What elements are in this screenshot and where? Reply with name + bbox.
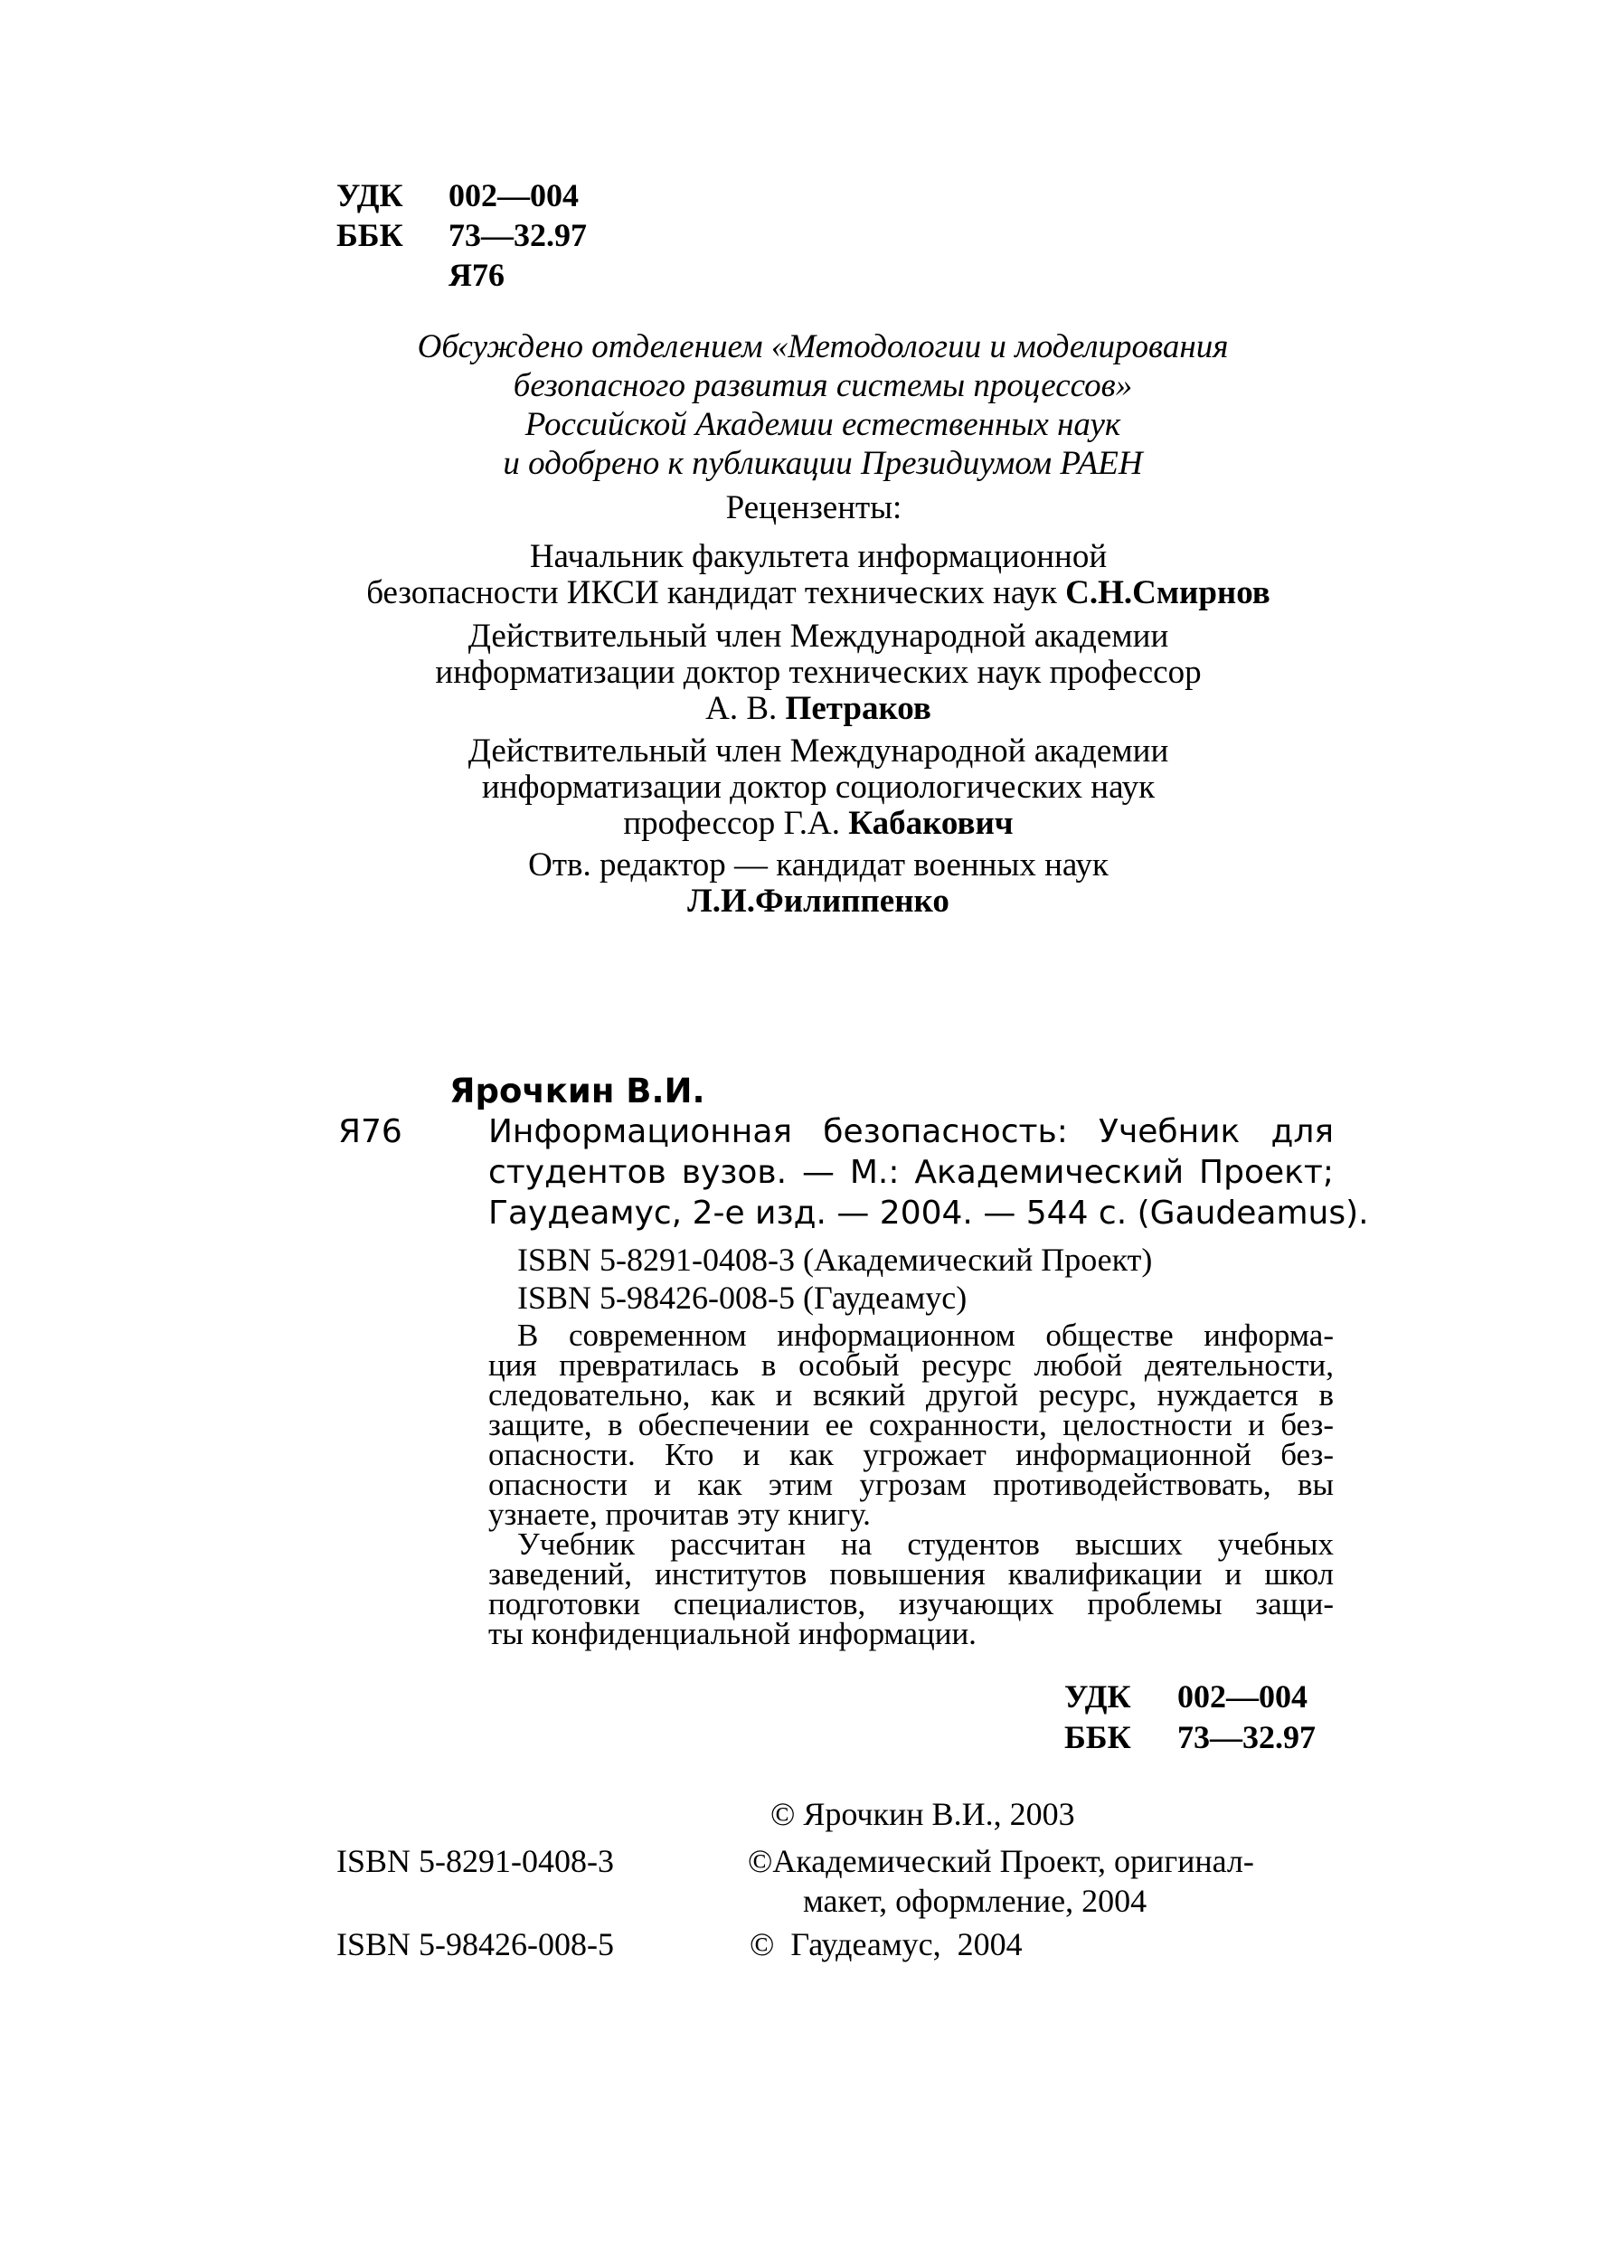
approval-line: Российской Академии естественных наук: [524, 406, 1121, 443]
bbk-value-top: 73—32.97: [448, 217, 587, 253]
reviewer-1-line2-text: безопасности ИКСИ кандидат технических наук: [366, 574, 1066, 611]
reviewer-2-line1: Действительный член Международной академии: [467, 618, 1169, 655]
reviewer-2-surname: Петраков: [785, 690, 931, 727]
reviewer-1-line2: [307, 575, 1329, 611]
entry-title-line: студентов вузов. — М.: Академический Проект;: [488, 1154, 1334, 1191]
entry-title-line: Гаудеамус, 2-е изд. — 2004. — 544 с. (Gaudeamus).: [488, 1195, 1369, 1232]
reviewer-1-line1: Начальник факультета информационной: [529, 538, 1108, 575]
copyright-author: © Ярочкин В.И., 2003: [770, 1796, 1075, 1832]
copyright-gaudeamus: © Гаудеамус, 2004: [750, 1926, 1023, 1962]
abstract-line: Учебник рассчитан на студентов высших учебных: [517, 1526, 1334, 1562]
approval-line: безопасного развития системы процессов»: [513, 367, 1133, 404]
editor-line1: Отв. редактор — кандидат военных наук: [528, 846, 1109, 884]
reviewer-2-initials: А. В.: [705, 690, 786, 727]
abstract-line: заведений, институтов повышения квалификации и школ: [488, 1556, 1334, 1592]
abstract-line: узнаете, прочитав эту книгу.: [488, 1497, 871, 1532]
entry-abstract: [488, 1320, 1334, 1649]
approval-line: и одобрено к публикации Президиумом РАЕН: [503, 445, 1143, 482]
reviewer-3-surname: Кабакович: [848, 805, 1014, 842]
approval-note: [326, 327, 1320, 483]
reviewer-2-line2: информатизации доктор технических наук профессор: [435, 654, 1202, 691]
udk-value-top: 002—004: [448, 177, 579, 213]
entry-title-line: Информационная безопасность: Учебник для: [488, 1113, 1334, 1150]
bbk-label-top: ББК: [336, 217, 403, 253]
reviewer-2: [307, 619, 1329, 727]
reviewer-3-line1: Действительный член Международной академии: [467, 732, 1169, 770]
copyright-publisher-line2: макет, оформление, 2004: [803, 1883, 1147, 1919]
abstract-line: ты конфиденциальной информации.: [488, 1616, 977, 1651]
reviewer-1: [307, 539, 1329, 611]
abstract-line: опасности. Кто и как угрожает информационной без-: [488, 1437, 1334, 1472]
entry-author: Ярочкин В.И.: [449, 1072, 705, 1110]
reviewer-3-line2: информатизации доктор социологических наук: [481, 769, 1156, 806]
isbn-copyright-2: ISBN 5-98426-008-5: [336, 1926, 614, 1962]
reviewer-3-line3: [307, 806, 1329, 842]
abstract-line: В современном информационном обществе информа-: [517, 1318, 1334, 1353]
reviewer-1-name: С.Н.Смирнов: [1065, 574, 1270, 611]
abstract-line: следовательно, как и всякий другой ресурс, нуждается в: [488, 1377, 1334, 1413]
reviewers-heading: Рецензенты:: [725, 489, 902, 526]
reviewer-3-line3-text: профессор Г.А.: [623, 805, 849, 842]
reviewer-2-line3: [307, 691, 1329, 727]
isbn-copyright-1: ISBN 5-8291-0408-3: [336, 1843, 614, 1879]
author-mark-top: Я76: [448, 257, 505, 293]
entry-isbn-2: ISBN 5-98426-008-5 (Гаудеамус): [517, 1280, 968, 1316]
editor-name: Л.И.Филиппенко: [687, 883, 949, 920]
udk-label-top: УДК: [336, 177, 403, 213]
approval-line: Обсуждено отделением «Методологии и моделирования: [417, 328, 1229, 365]
udk-label-bottom: УДК: [1064, 1678, 1131, 1715]
udk-value-bottom: 002—004: [1177, 1678, 1308, 1715]
abstract-line: опасности и как этим угрозам противодействовать, вы: [488, 1467, 1334, 1502]
entry-isbn-1: ISBN 5-8291-0408-3 (Академический Проект): [517, 1242, 1153, 1278]
abstract-line: ция превратилась в особый ресурс любой деятельности,: [488, 1347, 1334, 1383]
copyright-publisher-line1: ©Академический Проект, оригинал-: [748, 1843, 1254, 1879]
abstract-line: защите, в обеспечении ее сохранности, целостности и без-: [488, 1407, 1334, 1442]
reviewer-3: [307, 733, 1329, 842]
bbk-value-bottom: 73—32.97: [1177, 1719, 1316, 1755]
abstract-line: подготовки специалистов, изучающих проблемы защи-: [488, 1586, 1334, 1621]
bbk-label-bottom: ББК: [1064, 1719, 1131, 1755]
entry-mark: Я76: [338, 1113, 402, 1150]
responsible-editor: [307, 847, 1329, 920]
